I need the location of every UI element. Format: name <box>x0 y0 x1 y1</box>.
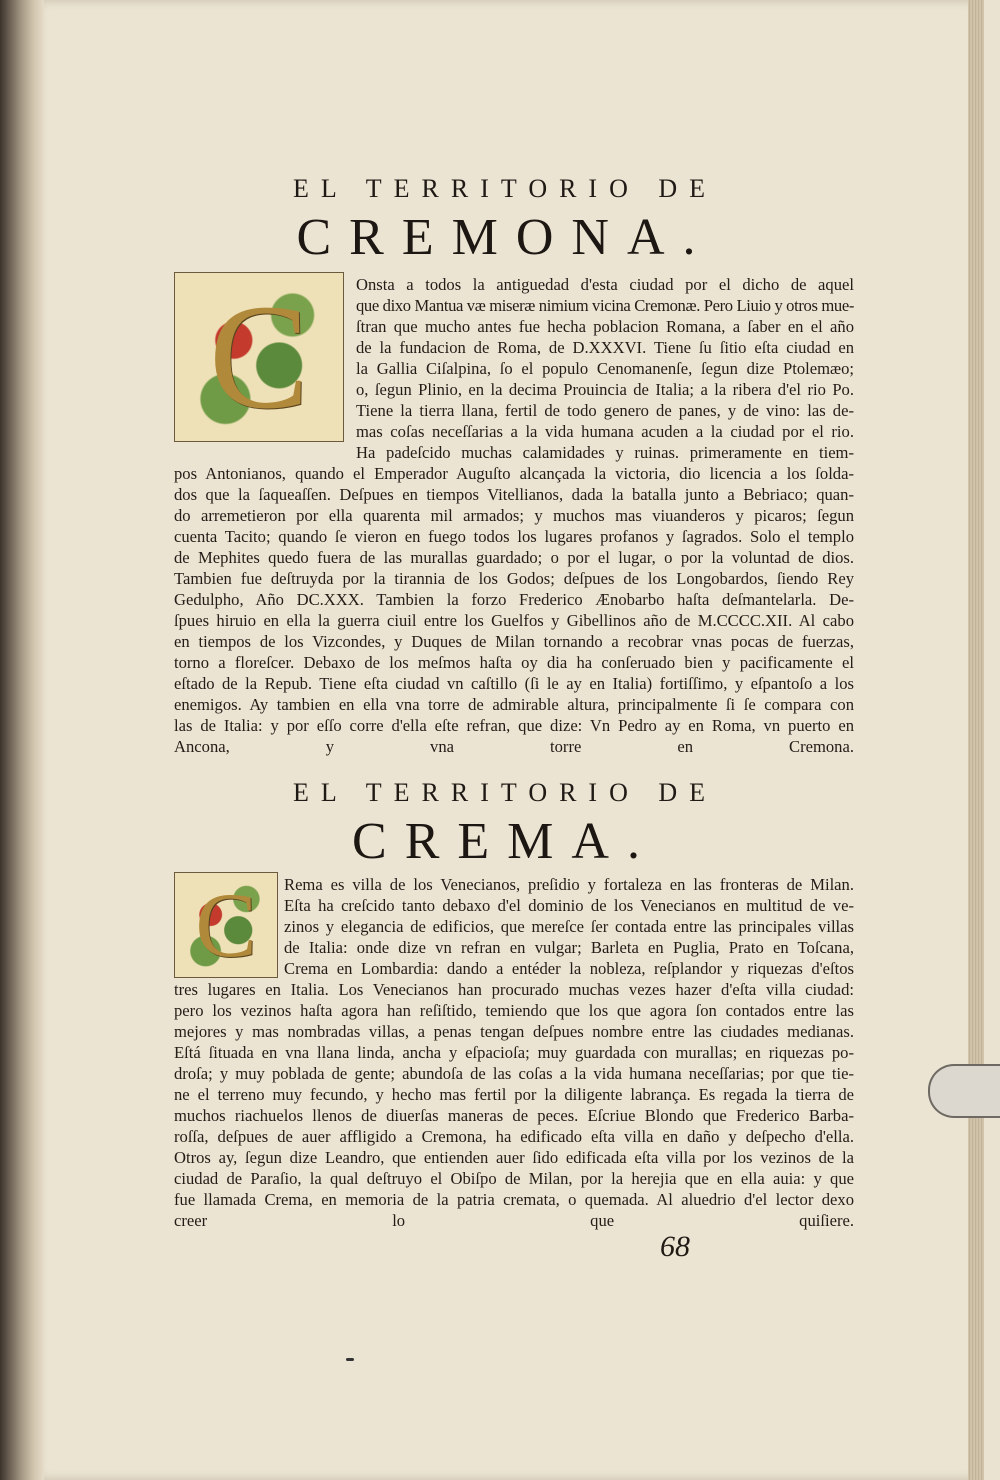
text-line: Onsta a todos la antiguedad d'esta ciudad por el dicho de aquel <box>356 275 854 294</box>
initial-letter: C <box>208 274 310 440</box>
text-line: creer lo que quiſiere. <box>174 1211 854 1230</box>
text-line: fue llamada Crema, en memoria de la patria cremata, o quemada. Al aluedrio d'el lector dexo <box>174 1190 854 1209</box>
text-line: Crema en Lombardia: dando a entéder la nobleza, reſplandor y riquezas d'eſtos <box>284 959 854 978</box>
text-line: ſpues hiruio en ella la guerra ciuil entre los Guelfos y Gibellinos año de M.CCCC.XII. Al cabo <box>174 611 854 630</box>
text-line: mejores y mas nombradas villas, a penas tengan deſpues nombre entre las ciudades medianas. <box>174 1022 854 1041</box>
section2-title-small: EL TERRITORIO DE <box>292 778 718 807</box>
page-fore-edge <box>968 0 984 1480</box>
text-line: do arremetieron por ella quarenta mil armados; y muchos mas viuanderos y picaros; ſegun <box>174 506 854 525</box>
section1-title-small: EL TERRITORIO DE <box>292 174 718 203</box>
text-line: Tambien fue deſtruyda por la tirannia de los Godos; deſpues de los Longobardos, ſiendo Rey <box>174 569 854 588</box>
text-line: la Gallia Ciſalpina, ſo el populo Cenomanenſe, ſegun dize Ptolemæo; <box>356 359 854 378</box>
text-line: mas coſas neceſſarias a la vida humana acuden a la ciudad por el rio. <box>356 422 854 441</box>
text-line: Ha padeſcido muchas calamidades y ruinas. primeramente en tiem- <box>356 443 854 462</box>
ink-speck <box>346 1358 354 1361</box>
text-line: las de Italia: y por eſſo corre d'ella eſte refran, que dize: Vn Pedro ay en Roma, vn puerto en <box>174 716 854 735</box>
text-line: cuenta Tacito; quando ſe vieron en fuego todos los lugares profanos y ſagrados. Solo el templo <box>174 527 854 546</box>
text-line: pero los vezinos haſta agora han reſiſtido, temiendo que los que agora ſon contados entre las <box>174 1001 854 1020</box>
text-line: o, ſegun Plinio, en la decima Prouincia de Italia; a la ribera d'el rio Po. <box>356 380 854 399</box>
text-line: Eſtá ſituada en vna llana linda, ancha y eſpacioſa; muy guardada con murallas; en riquezas po- <box>174 1043 854 1062</box>
text-line: ſtran que mucho antes fue hecha poblacion Romana, a ſaber en el año <box>356 317 854 336</box>
initial-letter: C <box>195 874 257 976</box>
section2-title-big: CREMA. <box>352 813 658 870</box>
text-line: zinos y elegancia de edificios, que mereſce ſer contada entre las principales villas <box>284 917 854 936</box>
text-line: enemigos. Ay tambien en ella vna torre de admirable altura, principalmente ſi ſe compara con <box>174 695 854 714</box>
text-line: dos que la ſaqueaſſen. Deſpues en tiempos Vitellianos, dada la batalla junto a Bebriaco; quan- <box>174 485 854 504</box>
cremona-text <box>174 274 854 757</box>
text-line: ne el terreno muy fecundo, y hecho mas fertil por la diligente labrança. Es regada la tierra de <box>174 1085 854 1104</box>
text-line: en tiempos de los Vizcondes, y Duques de Milan tornando a recobrar vnas pocas de fuerzas, <box>174 632 854 651</box>
text-line: Gedulpho, Año DC.XXX. Tambien la forzo Frederico Ænobarbo haſta deſmantelarla. De- <box>174 590 854 609</box>
text-line: pos Antonianos, quando el Emperador Auguſto alcançada la victoria, dio licencia a los ſolda- <box>174 464 854 483</box>
text-line: de Italia: onde dize vn refran en vulgar; Barleta en Puglia, Prato en Toſcana, <box>284 938 854 957</box>
section1-title-big: CREMONA. <box>296 209 714 266</box>
text-line: eſtado de la Repub. Tiene eſta ciudad vn caſtillo (ſi le ay en Italia) fortiſſimo, y eſpantoſo a los <box>174 674 854 693</box>
text-line: Otros ay, ſegun dize Leandro, que entienden auer ſido edificada eſta villa por los vezinos de la <box>174 1148 854 1167</box>
crema-text <box>174 874 854 1231</box>
text-line: torno a floreſcer. Debaxo de los meſmos haſta oy dia ha conſeruado bien y pacificamente el <box>174 653 854 672</box>
text-line: Eſta ha creſcido tanto debaxo d'el dominio de los Venecianos en multitud de ve- <box>284 896 854 915</box>
text-line: tres lugares en Italia. Los Venecianos han procurado muchas vezes hazer d'eſta villa ciudad: <box>174 980 854 999</box>
text-line: Rema es villa de los Venecianos, preſidio y fortaleza en las fronteras de Milan. <box>284 875 854 894</box>
text-line: Ancona, y vna torre en Cremona. <box>174 737 854 756</box>
text-line: ciudad de Paraſio, la qual deſtruyo el Obiſpo de Milan, por la herejia que en ella auia: y que <box>174 1169 854 1188</box>
text-line: muchos riachuelos llenos de diuerſas maneras de peces. Eſcriue Blondo que Frederico Barba- <box>174 1106 854 1125</box>
viewer-side-tab[interactable] <box>928 1064 1000 1118</box>
page-number: 68 <box>660 1230 690 1263</box>
text-line: que dixo Mantua væ miseræ nimium vicina Cremonæ. Pero Liuio y otros mue- <box>356 296 854 315</box>
text-line: Tiene la tierra llana, fertil de todo genero de panes, y de vino: las de- <box>356 401 854 420</box>
text-line: de la fundacion de Roma, de D.XXXVI. Tiene ſu ſitio eſta ciudad en <box>356 338 854 357</box>
text-line: roſſa, deſpues de auer affligido a Cremona, ha edificado eſta villa en daño y deſpecho d'ella. <box>174 1127 854 1146</box>
text-line: de Mephites quedo fuera de las murallas guardado; o por el lugar, o por la voluntad de dios. <box>174 548 854 567</box>
text-line: droſa; y muy poblada de gente; abundoſa de las coſas a la vida humana neceſſarias; por que tie- <box>174 1064 854 1083</box>
